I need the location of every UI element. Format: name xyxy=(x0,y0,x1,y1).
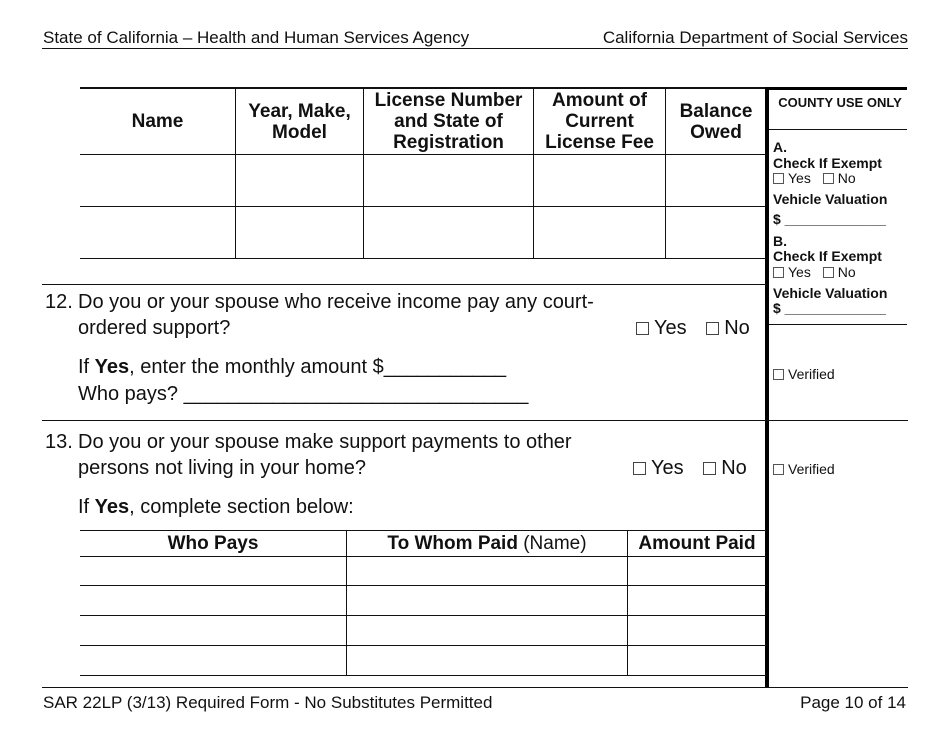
support-table-row-rule xyxy=(80,585,766,586)
q12-if-text: If xyxy=(78,356,95,378)
support-table-row-rule xyxy=(80,645,766,646)
q13-no-checkbox[interactable] xyxy=(703,462,716,475)
q13-if-text: If xyxy=(78,496,95,518)
q12-if-bold: Yes xyxy=(94,356,130,378)
col-to-whom-paid-note: (Name) xyxy=(517,533,587,554)
q13-yes-checkbox[interactable] xyxy=(633,462,646,475)
section-a-no-checkbox[interactable] xyxy=(823,173,834,184)
col-license-number: License Number and State of Registration xyxy=(374,90,523,153)
section-a-valuation-field[interactable]: $ _____________ xyxy=(773,211,886,227)
q13-line1: Do you or your spouse make support payments to other xyxy=(78,431,572,453)
col-amount-paid: Amount Paid xyxy=(638,533,756,554)
col-to-whom-paid-bold: To Whom Paid xyxy=(387,533,518,554)
footer-page-number: Page 10 of 14 xyxy=(800,693,906,712)
q13-options xyxy=(633,455,747,481)
q13-if-bold: Yes xyxy=(94,496,130,518)
support-table-header-rule xyxy=(80,556,766,557)
header-agency: State of California – Health and Human Services Agency xyxy=(43,28,470,47)
section-a-yes-label: Yes xyxy=(788,170,811,186)
col-year-make-model: Year, Make, Model xyxy=(248,100,351,143)
section-a-label: A. xyxy=(773,139,787,155)
q12-options xyxy=(636,315,750,341)
footer-rule xyxy=(42,687,908,688)
section-a-vehicle-valuation: Vehicle Valuation xyxy=(773,191,888,207)
q12-verified-label: Verified xyxy=(788,366,835,382)
section-b-label: B. xyxy=(773,233,787,249)
section-b-yes-checkbox[interactable] xyxy=(773,267,784,278)
support-table-row-rule xyxy=(80,615,766,616)
q12-number: 12. xyxy=(45,291,73,313)
q12-line2: ordered support? xyxy=(78,317,231,339)
col-name: Name xyxy=(131,111,184,132)
county-use-title-rule xyxy=(769,129,907,130)
q13-yes-label: Yes xyxy=(651,457,684,479)
county-use-rule xyxy=(769,324,907,325)
county-use-title: COUNTY USE ONLY xyxy=(778,95,902,110)
section-b-no-label: No xyxy=(837,264,856,280)
section-a-yes-checkbox[interactable] xyxy=(773,173,784,184)
q13-top-rule xyxy=(42,420,908,421)
q13-verified-checkbox[interactable] xyxy=(773,464,784,475)
q13-line2: persons not living in your home? xyxy=(78,457,366,479)
section-b-vehicle-valuation: Vehicle Valuation xyxy=(773,285,888,301)
q13-if-yes xyxy=(78,494,354,520)
header-rule xyxy=(42,48,908,49)
col-balance-owed: Balance Owed xyxy=(679,100,753,143)
section-b-check-exempt: Check If Exempt xyxy=(773,248,882,264)
q12-no-checkbox[interactable] xyxy=(706,322,719,335)
q12-line1: Do you or your spouse who receive income pay any court- xyxy=(78,291,594,313)
q12-yes-checkbox[interactable] xyxy=(636,322,649,335)
col-who-pays: Who Pays xyxy=(167,533,259,554)
county-use-border xyxy=(765,87,769,687)
q12-verified xyxy=(773,366,835,382)
q13-verified xyxy=(773,461,835,477)
q13-number: 13. xyxy=(45,431,73,453)
q12-no-label: No xyxy=(724,317,750,339)
section-b-valuation-field[interactable]: $ _____________ xyxy=(773,300,886,316)
section-b-options xyxy=(773,264,856,280)
q13-verified-label: Verified xyxy=(788,461,835,477)
q12-verified-checkbox[interactable] xyxy=(773,369,784,380)
q12-if-yes xyxy=(78,354,506,380)
q13-if-rest: , complete section below: xyxy=(129,496,354,518)
q13-no-label: No xyxy=(721,457,747,479)
county-use-top xyxy=(765,87,907,90)
q12-who-pays-field[interactable]: Who pays? _______________________________ xyxy=(78,383,529,405)
q12-top-rule xyxy=(42,284,766,285)
q12-yes-label: Yes xyxy=(654,317,687,339)
vehicle-table-bottom xyxy=(80,258,768,259)
section-b-yes-label: Yes xyxy=(788,264,811,280)
support-table-bottom xyxy=(80,675,766,676)
col-to-whom-paid xyxy=(347,531,627,556)
header-department: California Department of Social Services xyxy=(602,28,908,47)
section-a-check-exempt: Check If Exempt xyxy=(773,155,882,171)
section-a-no-label: No xyxy=(837,170,856,186)
section-b-no-checkbox[interactable] xyxy=(823,267,834,278)
q12-monthly-amount-field[interactable]: , enter the monthly amount $___________ xyxy=(129,356,507,378)
col-license-fee: Amount of Current License Fee xyxy=(545,90,654,153)
footer-form-id: SAR 22LP (3/13) Required Form - No Substitutes Permitted xyxy=(43,693,493,712)
section-a-options xyxy=(773,170,856,186)
